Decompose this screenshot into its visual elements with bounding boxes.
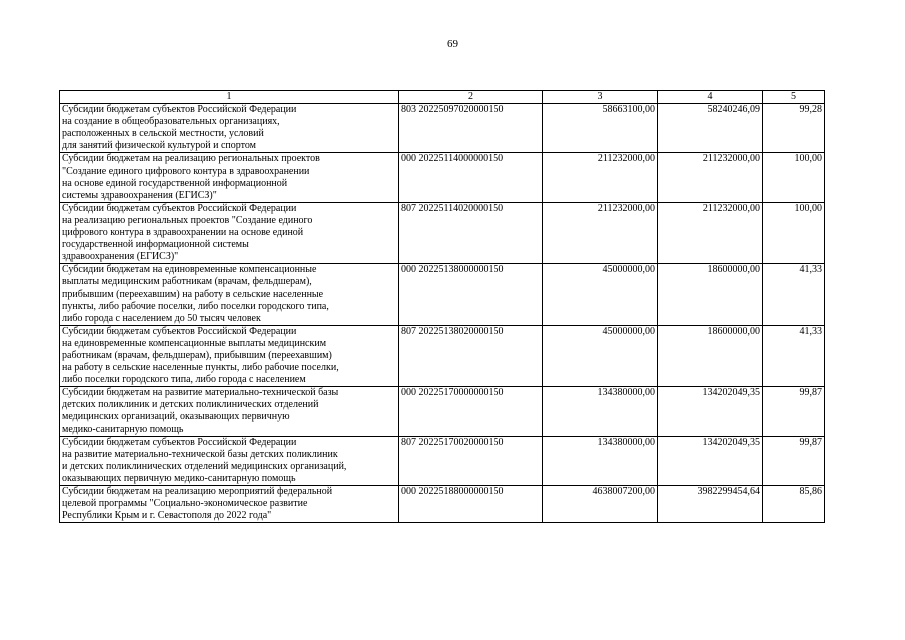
execution-percent-cell: 41,33	[763, 325, 825, 386]
subsidy-name-cell: Субсидии бюджетам на реализацию мероприятий федеральной целевой программы "Социально-экономическое развитие Республики Крым и г. Севастополя до 2022 года"	[60, 486, 399, 523]
actual-amount-cell: 18600000,00	[658, 264, 763, 325]
plan-amount-cell: 134380000,00	[543, 387, 658, 436]
table-row	[60, 202, 825, 263]
plan-amount-cell: 211232000,00	[543, 153, 658, 202]
execution-percent-cell: 99,87	[763, 436, 825, 485]
subsidy-name-cell: Субсидии бюджетам субъектов Российской Федерации на развитие материально-технической базы детских поликлиник и детских поликлинических отделений медицинских организаций, оказывающих первичную медико-санитарную помощь	[60, 436, 399, 485]
subsidy-name-cell: Субсидии бюджетам субъектов Российской Федерации на единовременные компенсационные выплаты медицинским работникам (врачам, фельдшерам), прибывшим (переехавшим) на работу в сельские населенные пункты, либо рабочие поселки, либо поселки городского типа, либо города с населением	[60, 325, 399, 386]
table-row	[60, 436, 825, 485]
table-row	[60, 153, 825, 202]
table-row	[60, 264, 825, 325]
actual-amount-cell: 58240246,09	[658, 104, 763, 153]
budget-code-cell: 000 20225188000000150	[399, 486, 543, 523]
subsidy-name-cell: Субсидии бюджетам субъектов Российской Федерации на создание в общеобразовательных организациях, расположенных в сельской местности, условий для занятий физической культурой и спортом	[60, 104, 399, 153]
column-header: 2	[399, 91, 543, 104]
subsidy-name-cell: Субсидии бюджетам субъектов Российской Федерации на реализацию региональных проектов "Создание единого цифрового контура в здравоохранении на основе единой государственной информационной системы здравоохранения (ЕГИСЗ)"	[60, 202, 399, 263]
plan-amount-cell: 58663100,00	[543, 104, 658, 153]
column-header: 1	[60, 91, 399, 104]
actual-amount-cell: 134202049,35	[658, 387, 763, 436]
budget-table	[59, 90, 825, 523]
subsidy-name-cell: Субсидии бюджетам на единовременные компенсационные выплаты медицинским работникам (врачам, фельдшерам), прибывшим (переехавшим) на работу в сельские населенные пункты, либо рабочие поселки, либо поселки городского типа, либо города с населением до 50 тысяч человек	[60, 264, 399, 325]
table-row	[60, 486, 825, 523]
plan-amount-cell: 4638007200,00	[543, 486, 658, 523]
budget-code-cell: 807 20225138020000150	[399, 325, 543, 386]
execution-percent-cell: 41,33	[763, 264, 825, 325]
actual-amount-cell: 134202049,35	[658, 436, 763, 485]
execution-percent-cell: 99,28	[763, 104, 825, 153]
column-header: 5	[763, 91, 825, 104]
subsidy-name-cell: Субсидии бюджетам на реализацию региональных проектов "Создание единого цифрового контура в здравоохранении на основе единой государственной информационной системы здравоохранения (ЕГИСЗ)"	[60, 153, 399, 202]
budget-code-cell: 000 20225138000000150	[399, 264, 543, 325]
execution-percent-cell: 100,00	[763, 153, 825, 202]
actual-amount-cell: 211232000,00	[658, 153, 763, 202]
actual-amount-cell: 18600000,00	[658, 325, 763, 386]
page-number: 69	[447, 38, 458, 50]
budget-code-cell: 807 20225114020000150	[399, 202, 543, 263]
plan-amount-cell: 45000000,00	[543, 264, 658, 325]
actual-amount-cell: 211232000,00	[658, 202, 763, 263]
budget-code-cell: 000 20225170000000150	[399, 387, 543, 436]
budget-code-cell: 807 20225170020000150	[399, 436, 543, 485]
actual-amount-cell: 3982299454,64	[658, 486, 763, 523]
table-row	[60, 104, 825, 153]
execution-percent-cell: 100,00	[763, 202, 825, 263]
table-row	[60, 325, 825, 386]
plan-amount-cell: 134380000,00	[543, 436, 658, 485]
subsidy-name-cell: Субсидии бюджетам на развитие материально-технической базы детских поликлиник и детских поликлинических отделений медицинских организаций, оказывающих первичную медико-санитарную помощь	[60, 387, 399, 436]
table-row	[60, 387, 825, 436]
budget-code-cell: 803 20225097020000150	[399, 104, 543, 153]
execution-percent-cell: 85,86	[763, 486, 825, 523]
plan-amount-cell: 45000000,00	[543, 325, 658, 386]
table-header-row	[60, 91, 825, 104]
column-header: 3	[543, 91, 658, 104]
budget-code-cell: 000 20225114000000150	[399, 153, 543, 202]
column-header: 4	[658, 91, 763, 104]
plan-amount-cell: 211232000,00	[543, 202, 658, 263]
execution-percent-cell: 99,87	[763, 387, 825, 436]
